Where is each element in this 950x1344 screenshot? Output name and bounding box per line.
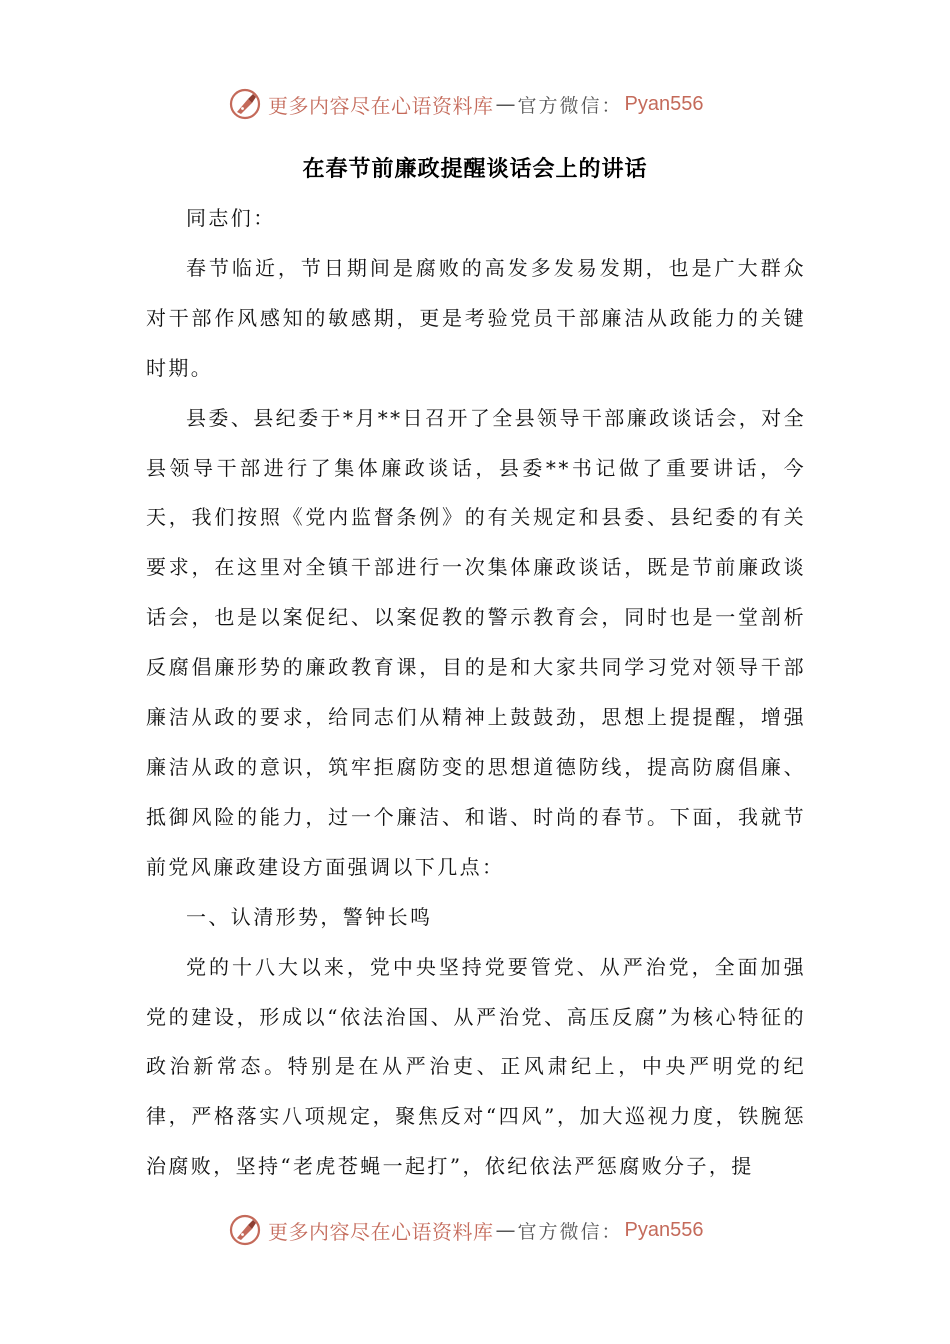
watermark-wechat-id: Pyan556 [624,1218,704,1241]
watermark-separator: — [495,1218,516,1242]
document-body [146,194,806,1192]
watermark-brand-text: 更多内容尽在心语资料库 [268,1219,494,1244]
watermark-brand-text: 更多内容尽在心语资料库 [268,93,494,118]
body-paragraph: 党的十八大以来，党中央坚持党要管党、从严治党，全面加强党的建设，形成以“依法治国、从严治党、高压反腐”为核心特征的政治新常态。特别是在从严治吏、正风肃纪上，中央严明党的纪律，严格落实八项规定，聚焦反对“四风”，加大巡视力度，铁腕惩治腐败，坚持“老虎苍蝇一起打”，依纪依法严惩腐败分子，提 [146,954,806,1179]
watermark-sub-text: 官方微信： [517,94,623,117]
pen-nib-circle-icon [228,1213,262,1247]
watermark-sub-text: 官方微信： [517,1220,623,1243]
pen-nib-circle-icon [228,87,262,121]
section-heading: 一、认清形势，警钟长鸣 [186,904,433,929]
watermark-separator: — [495,92,516,116]
body-paragraph: 县委、县纪委于*月**日召开了全县领导干部廉政谈话会，对全县领导干部进行了集体廉政谈话，县委**书记做了重要讲话，今天，我们按照《党内监督条例》的有关规定和县委、县纪委的有关要求，在这里对全镇干部进行一次集体廉政谈话，既是节前廉政谈话会，也是以案促纪、以案促教的警示教育会，同时也是一堂剖析反腐倡廉形势的廉政教育课，目的是和大家共同学习党对领导干部廉洁从政的要求，给同志们从精神上鼓鼓劲，思想上提提醒，增强廉洁从政的意识，筑牢拒腐防变的思想道德防线，提高防腐倡廉、抵御风险的能力，过一个廉洁、和谐、时尚的春节。下面，我就节前党风廉政建设方面强调以下几点： [146,405,806,879]
header-watermark [228,84,703,124]
document-title: 在春节前廉政提醒谈话会上的讲话 [302,156,648,182]
salutation-paragraph: 同志们： [186,206,276,230]
watermark-wechat-id: Pyan556 [624,92,704,115]
body-paragraph: 春节临近，节日期间是腐败的高发多发易发期，也是广大群众对干部作风感知的敏感期，更是考验党员干部廉洁从政能力的关键时期。 [146,255,806,380]
footer-watermark [228,1210,703,1250]
